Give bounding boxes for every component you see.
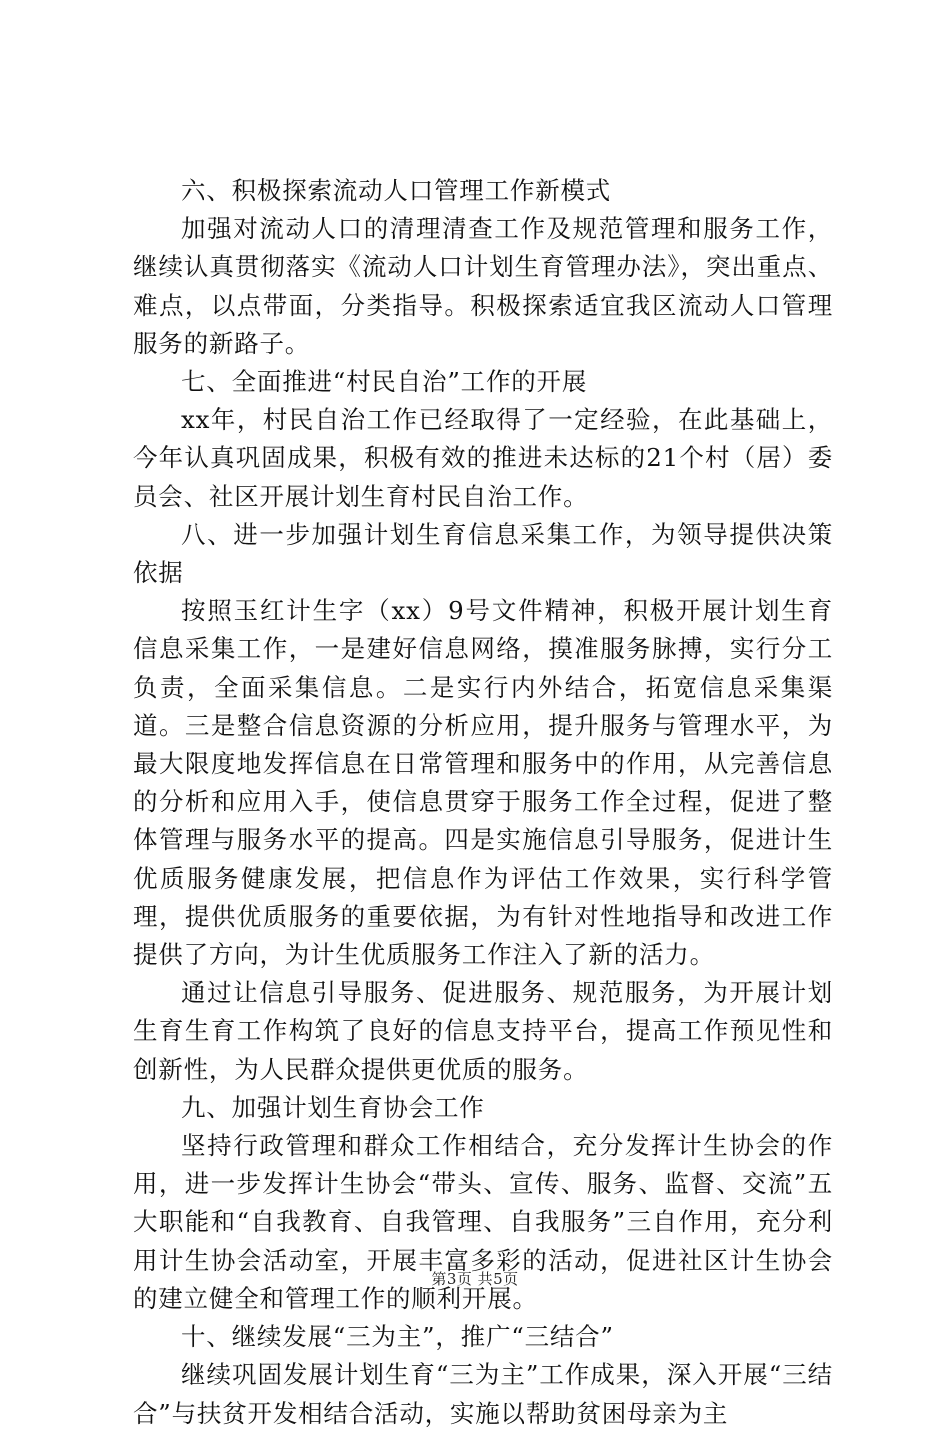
paragraph: 加强对流动人口的清理清查工作及规范管理和服务工作，继续认真贯彻落实《流动人口计划生育管理办法》，突出重点、难点，以点带面，分类指导。积极探索适宜我区流动人口管理服务的新路子。 <box>133 214 833 358</box>
paragraph: 继续巩固发展计划生育“三为主”工作成果，深入开展“三结合”与扶贫开发相结合活动，实施以帮助贫困母亲为主 <box>133 1360 833 1428</box>
paragraph: 通过让信息引导服务、促进服务、规范服务，为开展计划生育生育工作构筑了良好的信息支持平台，提高工作预见性和创新性，为人民群众提供更优质的服务。 <box>133 978 833 1084</box>
document-body <box>133 172 833 1433</box>
section-heading-9: 九、加强计划生育协会工作 <box>181 1092 485 1122</box>
paragraph: 按照玉红计生字（xx）9号文件精神，积极开展计划生育信息采集工作，一是建好信息网络，摸准服务脉搏，实行分工负责，全面采集信息。二是实行内外结合，拓宽信息采集渠道。三是整合信息资源的分析应用，提升服务与管理水平，为最大限度地发挥信息在日常管理和服务中的作用，从完善信息的分析和应用入手，使信息贯穿于服务工作全过程，促进了整体管理与服务水平的提高。四是实施信息引导服务，促进计生优质服务健康发展，把信息作为评估工作效果，实行科学管理，提供优质服务的重要依据，为有针对性地指导和改进工作提供了方向，为计生优质服务工作注入了新的活力。 <box>133 596 833 970</box>
page-footer: 第3页 共5页 <box>431 1270 519 1288</box>
section-heading-8: 八、进一步加强计划生育信息采集工作，为领导提供决策依据 <box>133 519 833 588</box>
paragraph: 坚持行政管理和群众工作相结合，充分发挥计生协会的作用，进一步发挥计生协会“带头、宣传、服务、监督、交流”五大职能和“自我教育、自我管理、自我服务”三自作用，充分利用计生协会活动室，开展丰富多彩的活动，促进社区计生协会的建立健全和管理工作的顺利开展。 <box>133 1131 833 1313</box>
section-heading-10: 十、继续发展“三为主”，推广“三结合” <box>181 1322 614 1352</box>
section-heading-6: 六、积极探索流动人口管理工作新模式 <box>181 176 612 205</box>
section-heading-7: 七、全面推进“村民自治”工作的开展 <box>181 367 588 397</box>
paragraph: xx年，村民自治工作已经取得了一定经验，在此基础上，今年认真巩固成果，积极有效的推进未达标的21个村（居）委员会、社区开展计划生育村民自治工作。 <box>133 405 833 511</box>
